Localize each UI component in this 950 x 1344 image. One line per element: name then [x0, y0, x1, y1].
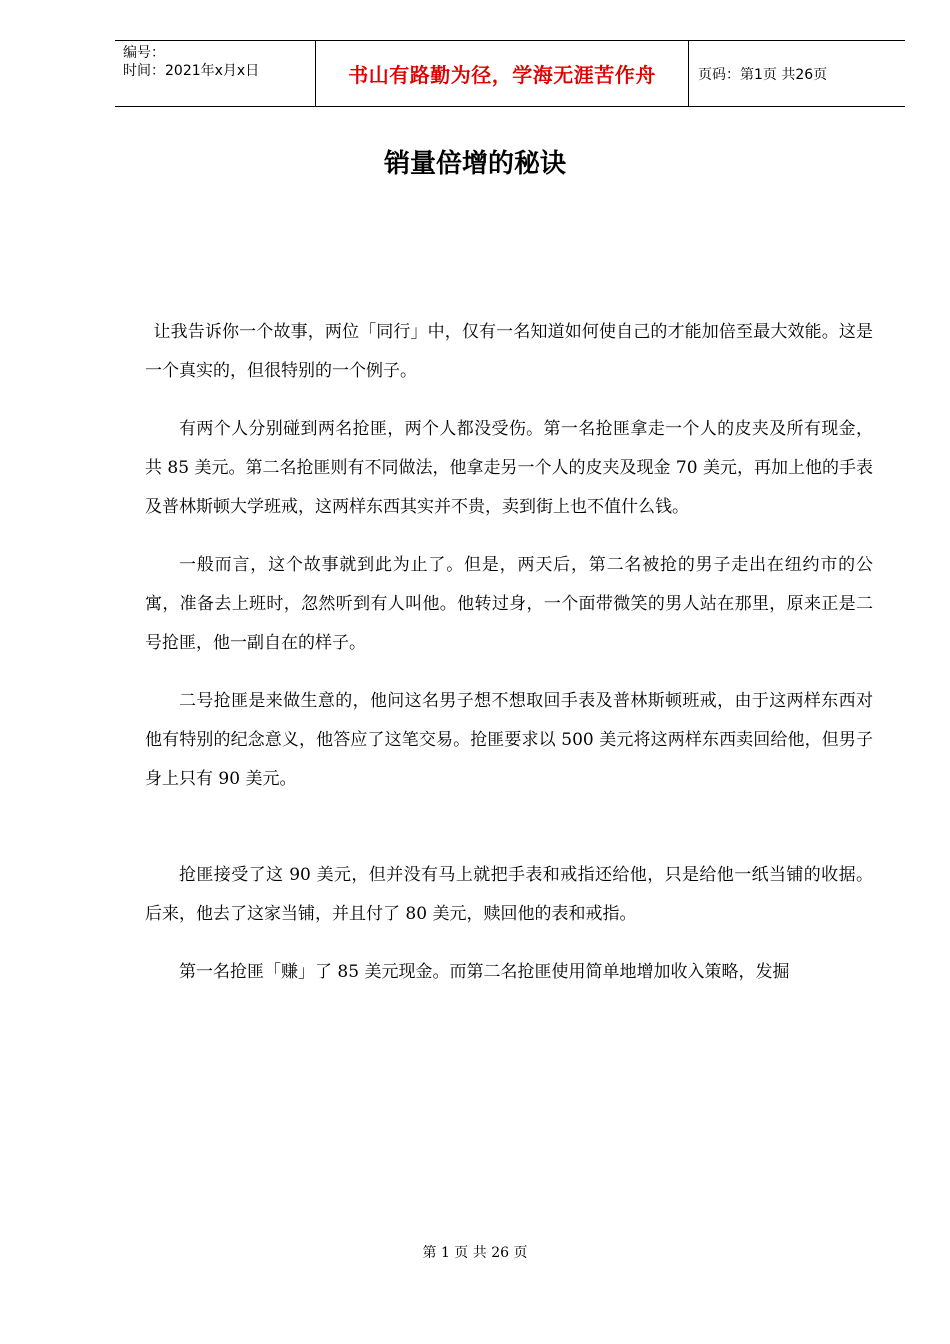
motto-text: 书山有路勤为径，学海无涯苦作舟: [348, 63, 656, 87]
document-body: [145, 313, 873, 992]
paragraph: 一般而言，这个故事就到此为止了。但是，两天后，第二名被抢的男子走出在纽约市的公寓，准备去上班时，忽然听到有人叫他。他转过身，一个面带微笑的男人站在那里，原来正是二号抢匪，他一副自在的样子。: [145, 555, 873, 653]
header-meta-cell: [115, 41, 315, 106]
paragraph: 有两个人分别碰到两名抢匪，两个人都没受伤。第一名抢匪拿走一个人的皮夹及所有现金，共 85 美元。第二名抢匪则有不同做法，他拿走另一个人的皮夹及现金 70 美元，再加上他的手表及普林斯顿大学班戒，这两样东西其实并不贵，卖到街上也不值什么钱。: [145, 419, 873, 517]
header-motto-cell: [315, 41, 689, 106]
serial-number-label: 编号：: [123, 45, 165, 61]
document-title: 销量倍增的秘诀: [383, 149, 566, 179]
header-page-cell: [689, 41, 905, 106]
date-label: 时间：2021年x月x日: [123, 63, 260, 79]
document-header: [115, 40, 905, 107]
header-page-info: 页码：第1页 共26页: [698, 66, 828, 83]
paragraph: 第一名抢匪「赚」了 85 美元现金。而第二名抢匪使用简单地增加收入策略，发掘: [179, 962, 790, 982]
paragraph: 让我告诉你一个故事，两位「同行」中，仅有一名知道如何使自己的才能加倍至最大效能。这是一个真实的，但很特别的一个例子。: [145, 322, 873, 381]
paragraph: 二号抢匪是来做生意的，他问这名男子想不想取回手表及普林斯顿班戒，由于这两样东西对他有特别的纪念意义，他答应了这笔交易。抢匪要求以 500 美元将这两样东西卖回给他，但男子身上只有 90 美元。: [145, 691, 873, 789]
page-footer: 第 1 页 共 26 页: [422, 1245, 528, 1261]
paragraph: 抢匪接受了这 90 美元，但并没有马上就把手表和戒指还给他，只是给他一纸当铺的收据。后来，他去了这家当铺，并且付了 80 美元，赎回他的表和戒指。: [145, 865, 873, 924]
